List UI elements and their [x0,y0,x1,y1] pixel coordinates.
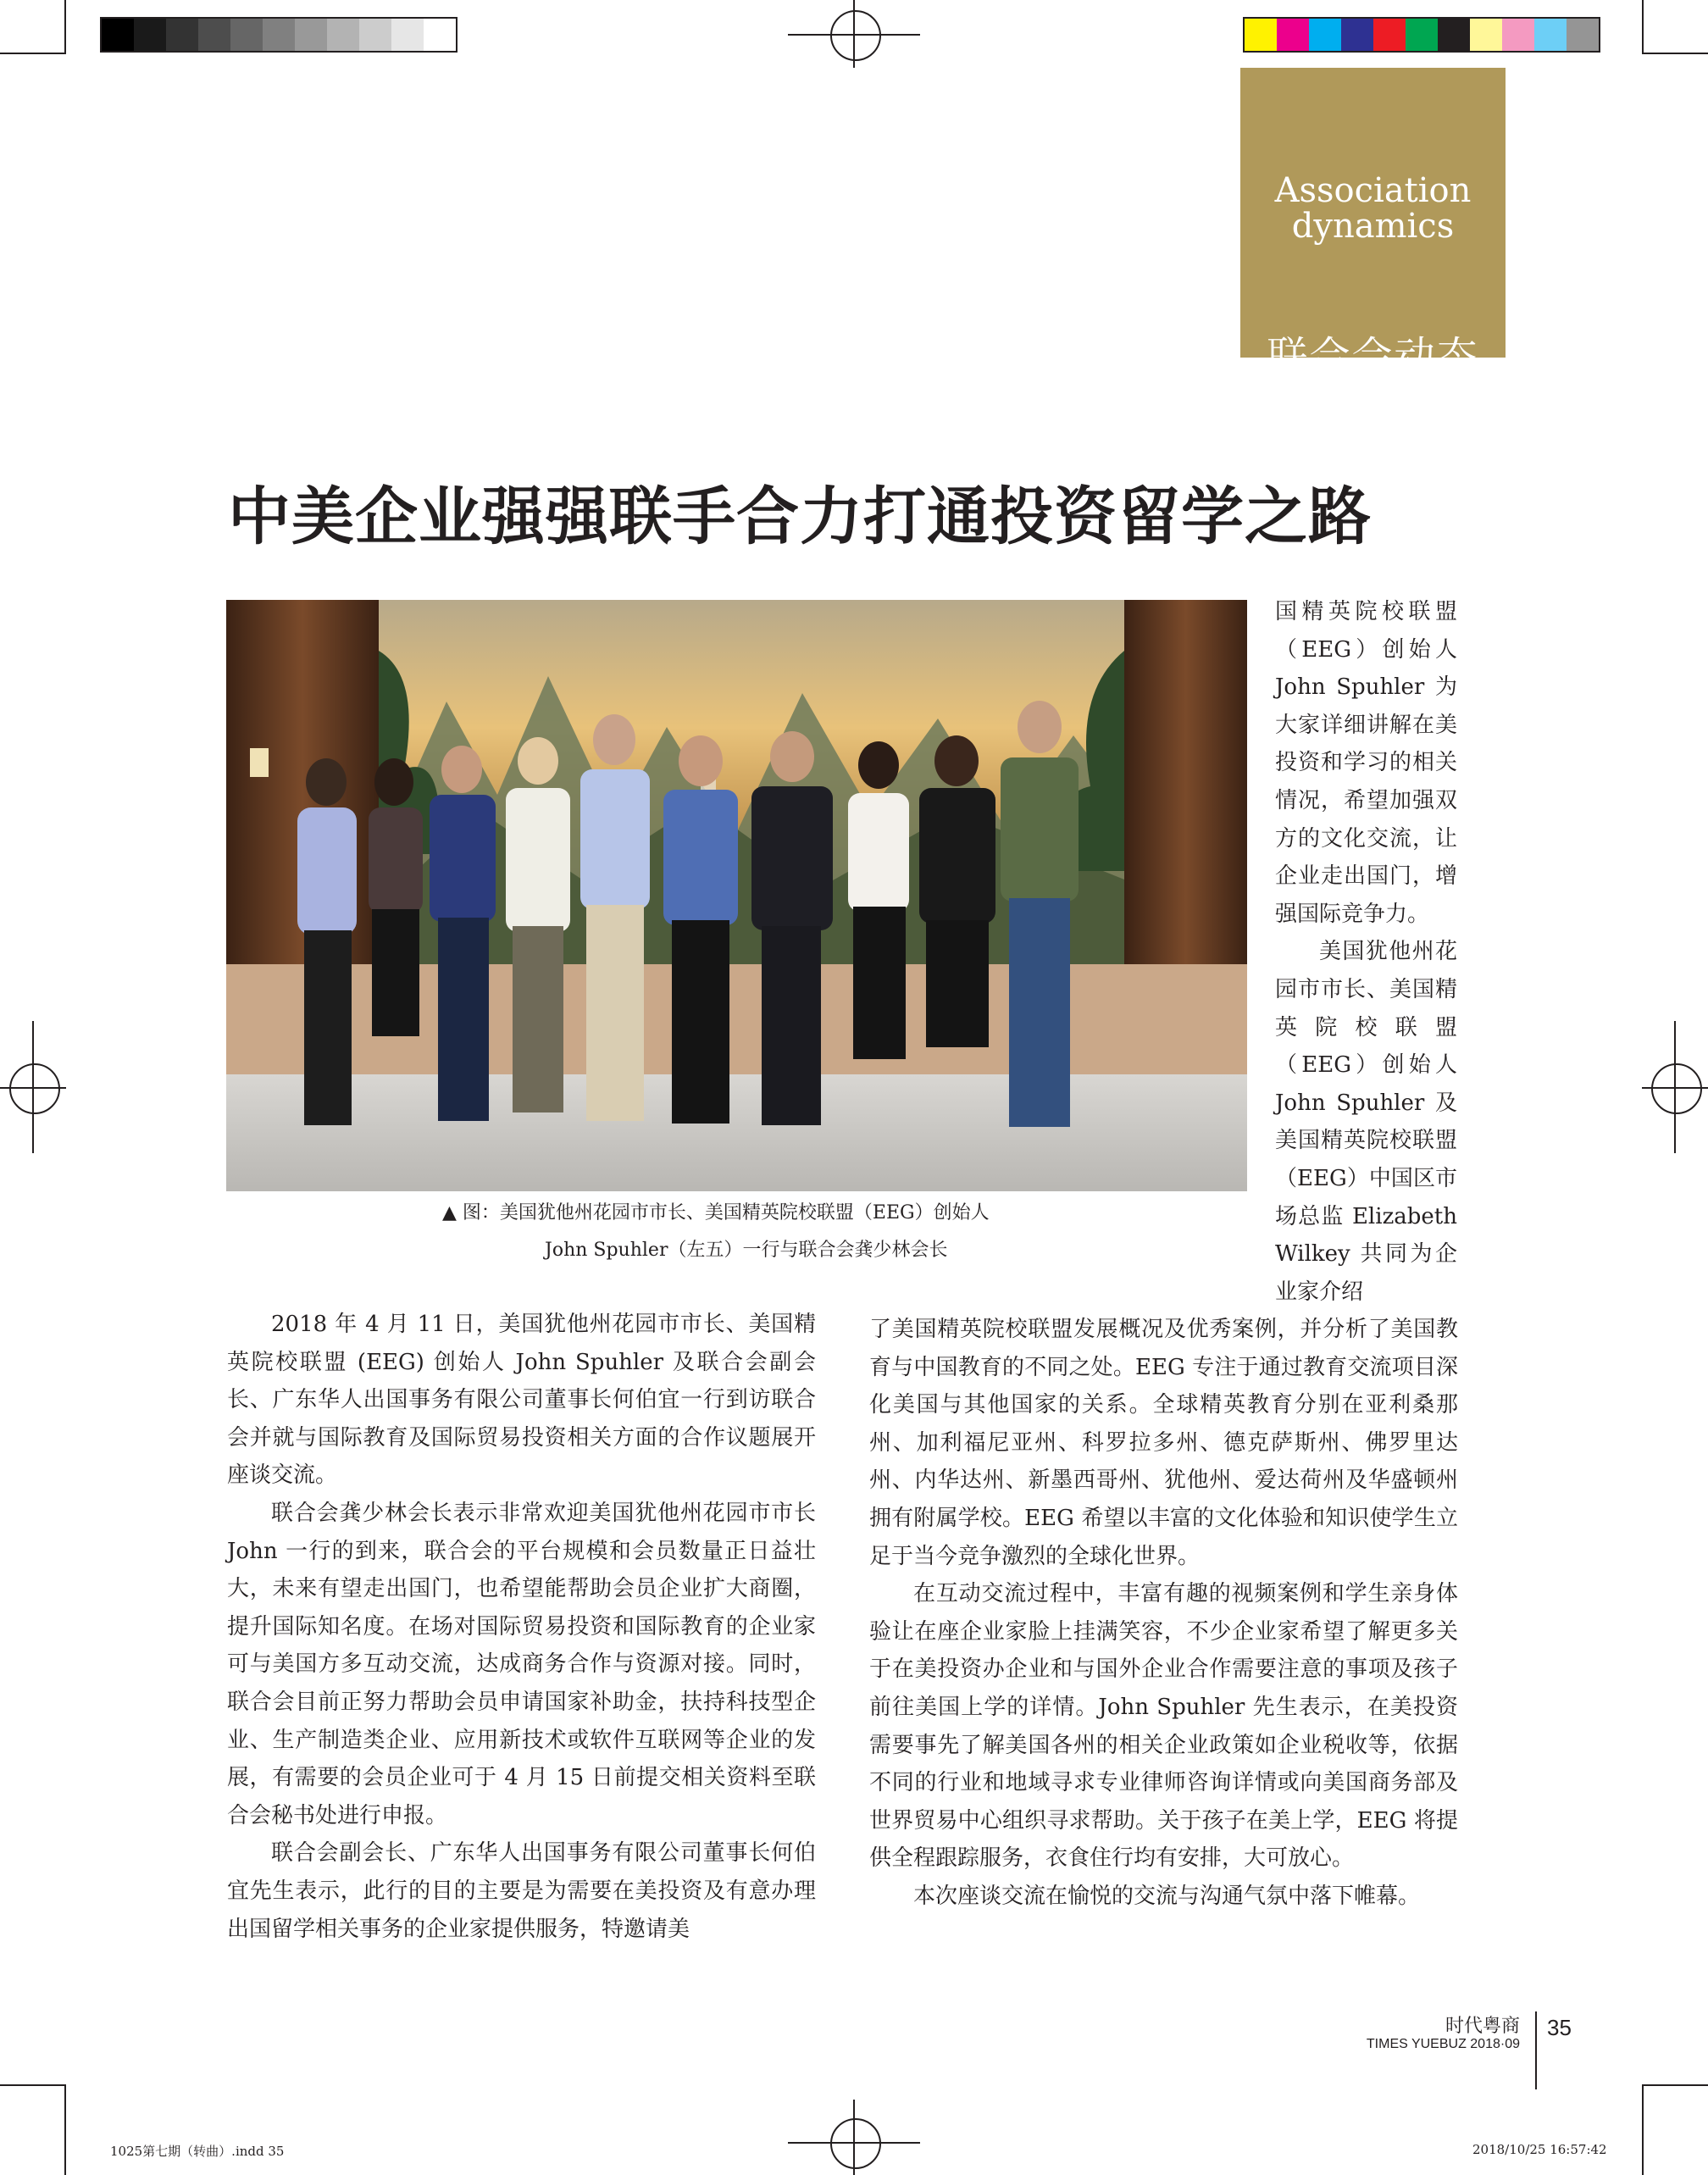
section-title-chinese: 联合会动态 [1267,333,1479,380]
left-paragraph-2: 联合会龚少林会长表示非常欢迎美国犹他州花园市市长 John 一行的到来，联合会的平台规模和会员数量正日益壮大，未来有望走出国门，也希望能帮助会员企业扩大商圈，提升国际知名度。在场对国际贸易投资和国际教育的企业家可与美国方多互动交流，达成商务合作与资源对接。同时，联合会目前正努力帮助会员申请国家补助金，扶持科技型企业、生产制造类企业、应用新技术或软件互联网等企业的发展，有需要的会员企业可于 4 月 15 日前提交相关资料至联合会秘书处进行申报。 [227,1500,816,1828]
color-swatch [1341,19,1373,51]
color-swatch [230,19,263,51]
group-photo [226,600,1247,1191]
color-swatch [1309,19,1341,51]
footer-divider [1535,2011,1537,2089]
color-swatch [295,19,327,51]
magazine-name-english: TIMES YUEBUZ 2018·09 [1366,2037,1520,2051]
photo-caption-line1: ▲ 图：美国犹他州花园市市长、美国精英院校联盟（EEG）创始人 [442,1202,990,1223]
side-paragraph-2: 美国犹他州花园市市长、美国精英院校联盟（EEG）创始人 John Spuhler 及美国精英院校联盟（EEG）中国区市场总监 Elizabeth Wilkey 共同为企业家介绍 [1275,939,1457,1305]
color-swatch [1470,19,1502,51]
color-swatch [1406,19,1438,51]
color-swatch [1534,19,1567,51]
right-paragraph-1: 了美国精英院校联盟发展概况及优秀案例，并分析了美国教育与中国教育的不同之处。EEG 专注于通过教育交流项目深化美国与其他国家的关系。全球精英教育分别在亚利桑那州、加利福尼亚州、科罗拉多州、德克萨斯州、佛罗里达州、内华达州、新墨西哥州、犹他州、爱达荷州及华盛顿州拥有附属学校。EEG 希望以丰富的文化体验和知识使学生立足于当今竞争激烈的全球化世界。 [869,1317,1458,1569]
section-title-english-line1: Association [1274,171,1472,210]
side-paragraph-1: 国精英院校联盟（EEG）创始人 John Spuhler 为大家详细讲解在美投资和学习的相关情况，希望加强双方的文化交流，让企业走出国门，增强国际竞争力。 [1275,599,1457,927]
color-swatch [1567,19,1599,51]
color-swatch [198,19,230,51]
color-swatch [1245,19,1277,51]
slug-timestamp: 2018/10/25 16:57:42 [1472,2142,1607,2157]
color-swatch [424,19,456,51]
color-swatch [102,19,134,51]
photo-caption-line2: John Spuhler（左五）一行与联合会龚少林会长 [545,1240,948,1261]
right-column [869,1311,1458,1916]
left-paragraph-1: 2018 年 4 月 11 日，美国犹他州花园市市长、美国精英院校联盟 (EEG) 创始人 John Spuhler 及联合会副会长、广东华人出国事务有限公司董事长何伯宜一行到访联合会并就与国际教育及国际贸易投资相关方面的合作议题展开座谈交流。 [227,1312,816,1489]
color-swatch [1502,19,1534,51]
right-paragraph-2: 在互动交流过程中，丰富有趣的视频案例和学生亲身体验让在座企业家脸上挂满笑容，不少企业家希望了解更多关于在美投资办企业和与国外企业合作需要注意的事项及孩子前往美国上学的详情。John Spuhler 先生表示，在美投资需要事先了解美国各州的相关企业政策如企业税收等，依据不同的行业和地域寻求专业律师咨询详情或向美国商务部及世界贸易中心组织寻求帮助。关于孩子在美上学，EEG 将提供全程跟踪服务，衣食住行均有安排，大可放心。 [869,1581,1458,1872]
color-swatch [1277,19,1309,51]
color-swatch [134,19,166,51]
left-column [227,1306,816,1948]
left-paragraph-3: 联合会副会长、广东华人出国事务有限公司董事长何伯宜先生表示，此行的目的主要是为需要在美投资及有意办理出国留学相关事务的企业家提供服务，特邀请美 [227,1840,816,1942]
color-swatch [391,19,424,51]
color-swatch [359,19,391,51]
article-headline: 中美企业强强联手合力打通投资留学之路 [228,480,1372,553]
color-swatch [327,19,359,51]
grayscale-color-bar [100,17,458,53]
magazine-name-chinese: 时代粤商 [1445,2016,1520,2037]
color-swatch [166,19,198,51]
color-swatch [263,19,295,51]
page-number: 35 [1547,2015,1572,2040]
section-tab [1240,68,1506,380]
section-title-english-line2: dynamics [1291,207,1455,246]
color-swatch [1373,19,1406,51]
process-color-bar [1243,17,1600,53]
color-swatch [1438,19,1470,51]
slug-file-info: 1025第七期（转曲）.indd 35 [110,2144,285,2159]
side-column [1275,593,1457,1311]
right-paragraph-3: 本次座谈交流在愉悦的交流与沟通气氛中落下帷幕。 [913,1883,1421,1909]
